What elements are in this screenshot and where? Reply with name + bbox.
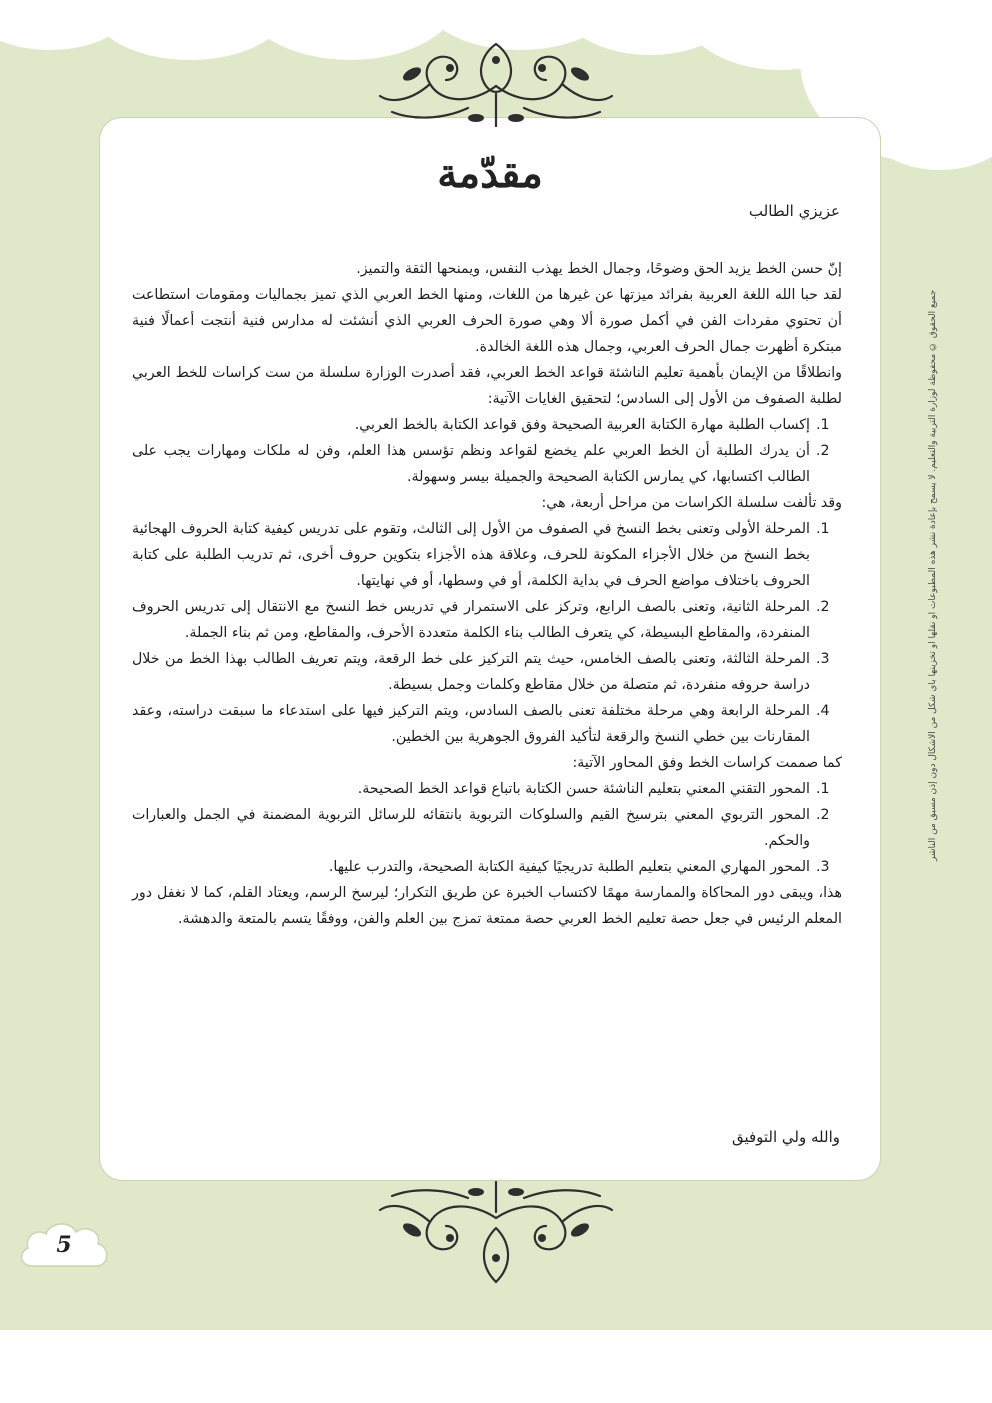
axes-intro: كما صممت كراسات الخط وفق المحاور الآتية: — [572, 755, 842, 771]
closing-signoff: والله ولي التوفيق — [731, 1128, 840, 1146]
list-item: 3. المرحلة الثالثة، وتعنى بالصف الخامس، حيث يتم التركيز على خط الرقعة، ويتم تعريف الطالب بهذا الخط من خلال دراسة حروفه منفردة، ثم متصلة من خلال مقاطع وكلمات وجمل بسيطة. — [132, 651, 830, 693]
list-item: 3. المحور المهاري المعني بتعليم الطلبة تدريجيًا كيفية الكتابة الصحيحة، والتدرب عليها. — [328, 859, 830, 875]
conclusion-paragraph: هذا، ويبقى دور المحاكاة والممارسة مهمًا لاكتساب الخبرة عن طريق التكرار؛ ليرسخ الرسم، ويعتاد القلم، كما لا نغفل دور المعلم الرئيس في جعل حصة تعليم الخط العربي حصة ممتعة تمزج بين العلم والفن، ووفقًا يتسم بالمتعة والدهشة. — [132, 885, 842, 927]
list-item: 1. المرحلة الأولى وتعنى بخط النسخ في الصفوف من الأول إلى الثالث، وتقوم على تدريس كيفية كتابة الحروف الهجائية بخط النسخ من خلال الأجزاء المكونة للحرف، وعلاقة هذه الأجزاء بتكوين حروف أخرى، ثم تدريب الطلبة على كتابة الحروف باختلاف مواضع الحرف في بداية الكلمة، أو في وسطها، أو في نهايتها. — [132, 521, 830, 589]
stages-intro: وقد تألفت سلسلة الكراسات من مراحل أربعة، هي: — [541, 495, 842, 511]
list-item: 1. إكساب الطلبة مهارة الكتابة العربية الصحيحة وفق قواعد الكتابة بالخط العربي. — [354, 417, 830, 433]
intro-paragraph: لقد حبا الله اللغة العربية بفرائد ميزتها عن غيرها من اللغات، ومنها الخط العربي الذي تميز بجماليات ومقومات استطاعت أن تحتوي مفردات الفن في أكمل صورة ألا وهي صورة الحرف العربي الذي أنشئت له مدارس فنية أنتجت أعمالًا فنية مبتكرة أظهرت جمال الحرف العربي، وجمال هذه اللغة الخالدة. — [132, 287, 842, 355]
bottom-ornament-icon — [372, 1178, 620, 1288]
list-item: 1. المحور التقني المعني بتعليم الناشئة حسن الكتابة باتباع قواعد الخط الصحيحة. — [357, 781, 830, 797]
axes-list — [132, 776, 842, 880]
stages-list — [132, 516, 842, 750]
page-title: مقدّمة — [437, 150, 543, 197]
list-item: 2. المرحلة الثانية، وتعنى بالصف الرابع، وتركز على الاستمرار في تدريس خط النسخ مع الانتقال إلى تدريس الحروف المنفردة، والمقاطع البسيطة، كي يتعرف الطالب بناء الكلمة متعددة الأحرف، والمقاطع، ومن ثم بناء الجملة. — [132, 599, 830, 641]
copyright-side-note: جميع الحقوق © محفوظة لوزارة التربية والتعليم. لا يسمح بإعادة نشر هذه المطبوعات أو نقلها أو تخزينها بأي شكل من الأشكال دون إذن مسبق من الناشر — [928, 290, 938, 862]
list-item: 2. أن يدرك الطلبة أن الخط العربي علم يخضع لقواعد ونظم تؤسس هذا العلم، وفن له ملكات ومهارات يجب على الطالب اكتسابها، كي يمارس الكتابة الصحيحة والجميلة بيسر وسهولة. — [132, 443, 830, 485]
page-number: 5 — [56, 1232, 72, 1258]
list-item: 2. المحور التربوي المعني بترسيخ القيم والسلوكات التربوية بانتقائه للرسائل التربوية المضمنة في الجمل والعبارات والحكم. — [132, 807, 830, 849]
greeting: عزيزي الطالب — [748, 202, 840, 220]
goals-list — [132, 412, 842, 490]
list-item: 4. المرحلة الرابعة وهي مرحلة مختلفة تعنى بالصف السادس، ويتم التركيز فيها على استدعاء ما سبقت دراسته، وعقد المقارنات بين خطي النسخ والرقعة لتأكيد الفروق الجوهرية بين الخطين. — [132, 703, 830, 745]
top-ornament-icon — [372, 34, 620, 130]
intro-paragraph: إنّ حسن الخط يزيد الحق وضوحًا، وجمال الخط يهذب النفس، ويمنحها الثقة والتميز. — [356, 261, 842, 277]
introduction-body — [132, 256, 842, 932]
intro-paragraph: وانطلاقًا من الإيمان بأهمية تعليم الناشئة قواعد الخط العربي، فقد أصدرت الوزارة سلسلة من ست كراسات للخط العربي لطلبة الصفوف من الأول إلى السادس؛ لتحقيق الغايات الآتية: — [132, 365, 842, 407]
